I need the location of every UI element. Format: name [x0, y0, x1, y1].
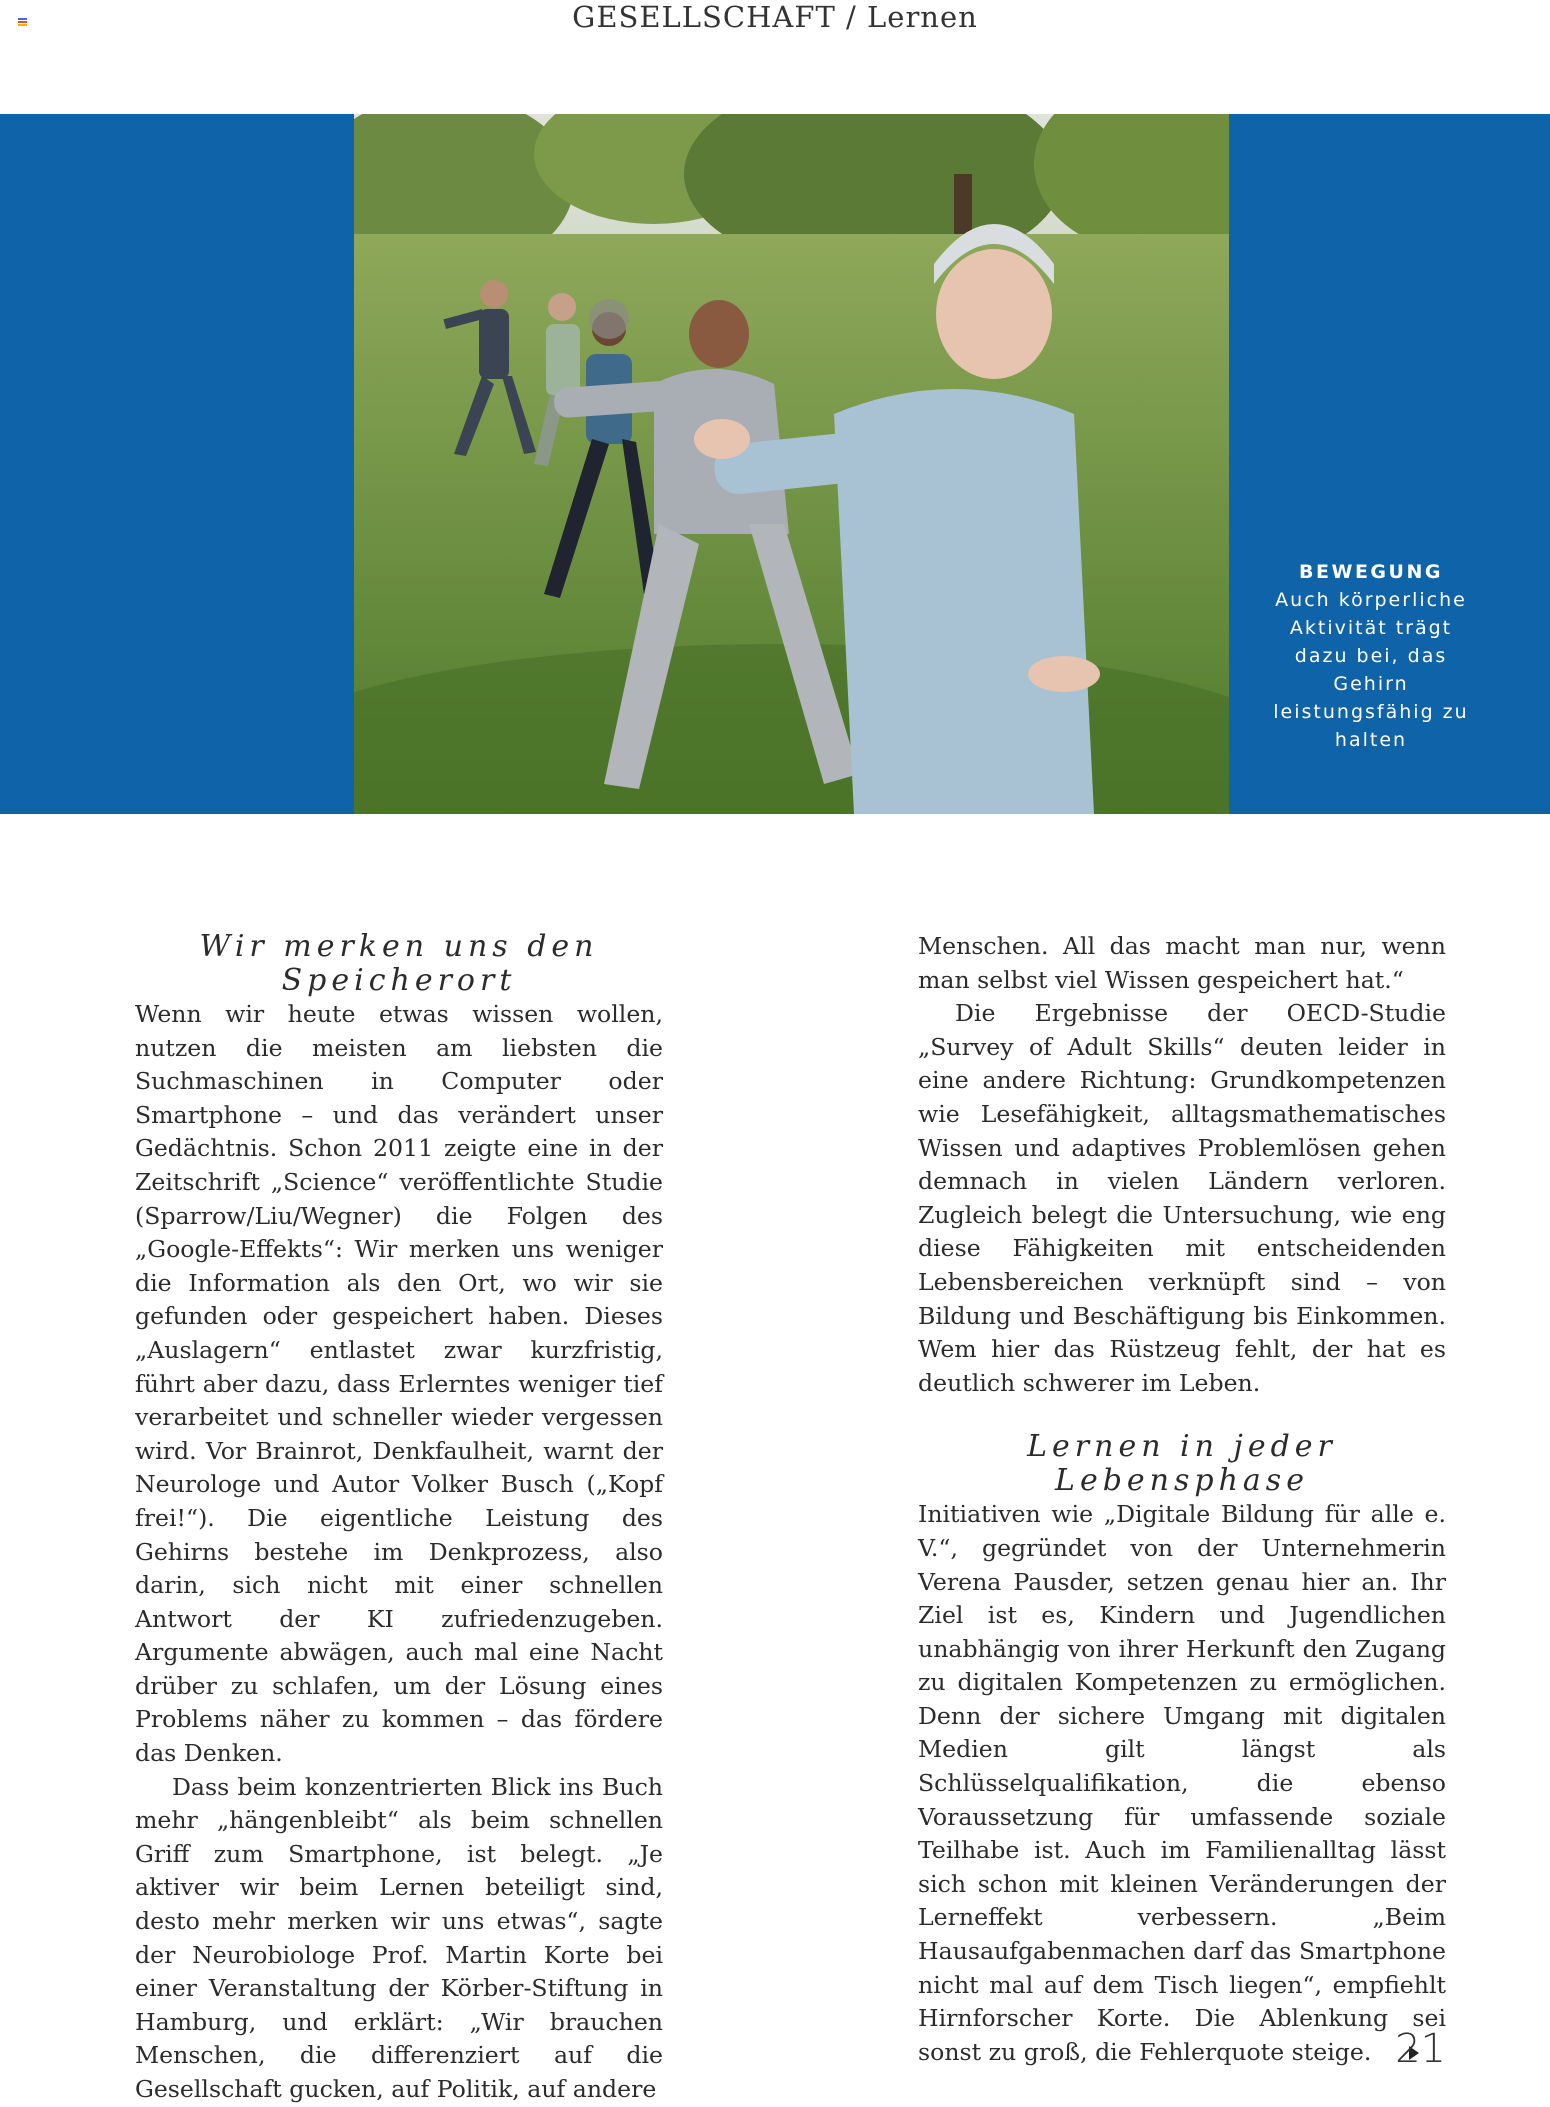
paragraph: Die Ergebnisse der OECD-Studie „Survey of Adult Skills“ deuten leider in eine andere Richtung: Grundkompetenzen wie Lesefähigkeit, alltagsmathematisches Wissen und adaptives Problemlösen gehen demnach in vielen Ländern verloren. Zugleich belegt die Untersuchung, wie eng diese Fähigkeiten mit entscheidenden Lebensbereichen verknüpft sind – von Bildung und Beschäftigung bis Einkommen. Wem hier das Rüstzeug fehlt, der hat es deutlich schwerer im Leben. [918, 999, 1446, 1397]
article-column-right [918, 930, 1446, 2069]
photo-caption [1268, 558, 1474, 754]
paragraph-text: Initiativen wie „Digitale Bildung für alle e. V.“, gegründet von der Unternehmerin Verena Pausder, setzen genau hier an. Ihr Ziel ist es, Kindern und Jugendlichen unabhängig von ihrer Herkunft den Zugang zu digitalen Kompetenzen zu ermöglichen. Denn der sichere Umgang mit digitalen Medien gilt längst als Schlüsselqualifikation, die ebenso Voraussetzung für umfassende soziale Teilhabe ist. Auch im Familienalltag lässt sich schon mit kleinen Veränderungen der Lerneffekt verbessern. „Beim Hausaufgabenmachen darf das Smartphone nicht mal auf dem Tisch liegen“, empfiehlt Hirnforscher Korte. Die Ablenkung sei sonst zu groß, die Fehlerquote steige. [918, 1500, 1446, 2066]
article-column-left [135, 930, 663, 2107]
paragraph: Dass beim konzentrierten Blick ins Buch mehr „hängenbleibt“ als beim schnellen Griff zum Smartphone, ist belegt. „Je aktiver wir beim Lernen beteiligt sind, desto mehr merken wir uns etwas“, sagte der Neurobiologe Prof. Martin Korte bei einer Veranstaltung der Körber-Stiftung in Hamburg, und erklärt: „Wir brauchen Menschen, die differenziert auf die Gesellschaft gucken, auf Politik, auf andere [135, 1772, 663, 2103]
subheading-speicherort: Wir merken uns den Speicherort [199, 929, 599, 998]
caption-kicker: BEWEGUNG [1299, 561, 1443, 583]
page-number: 21 [1395, 2026, 1446, 2072]
section-header: GESELLSCHAFT / Lernen [572, 0, 978, 34]
paragraph: Wenn wir heute etwas wissen wollen, nutzen die meisten am liebsten die Suchmaschinen in Computer oder Smartphone – und das verändert unser Gedächtnis. Schon 2011 zeigte eine in der Zeitschrift „Science“ veröffentlichte Studie (Sparrow/Liu/Wegner) die Folgen des „Google-Effekts“: Wir merken uns weniger die Information als den Ort, wo wir sie gefunden oder gespeichert haben. Dieses „Auslagern“ entlastet zwar kurzfristig, führt aber dazu, dass Erlerntes weniger tief verarbeitet und schneller wieder vergessen wird. Vor Brainrot, Denkfaulheit, warnt der Neurologe und Autor Volker Busch („Kopf frei!“). Die eigentliche Leistung des Gehirns bestehe im Denkprozess, also darin, sich nicht mit einer schnellen Antwort der KI zufriedenzugeben. Argumente abwägen, auch mal eine Nacht drüber zu schlafen, um der Lösung eines Problems näher zu kommen – das fördere das Denken. [135, 1000, 663, 1768]
hero-photo [354, 114, 1229, 814]
paragraph: Menschen. All das macht man nur, wenn man selbst viel Wissen gespeichert hat.“ [918, 932, 1446, 994]
subheading-lebensphase: Lernen in jeder Lebensphase [1027, 1429, 1337, 1499]
caption-text: Auch körperliche Aktivität trägt dazu bei, das Gehirn leistungsfähig zu halten [1273, 589, 1469, 751]
paragraph-with-end-mark [918, 1498, 1446, 2069]
